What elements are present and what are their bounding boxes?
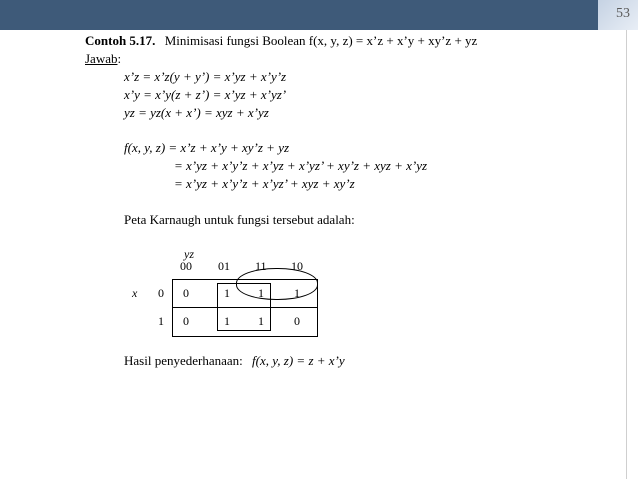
kmap-row-header-0: 0 xyxy=(158,286,164,300)
kmap-row-variable: x xyxy=(132,286,138,300)
example-heading-line xyxy=(85,33,477,49)
result-expression: f(x, y, z) = z + x’y xyxy=(252,353,345,368)
kmap-cell: 1 xyxy=(258,314,264,328)
right-border-line xyxy=(626,30,627,479)
derivation-line-1: f(x, y, z) = x’z + x’y + xy’z + yz xyxy=(124,140,290,155)
answer-colon: : xyxy=(117,51,122,66)
example-heading: Contoh 5.17. xyxy=(85,33,156,48)
expansion-3: yz = yz(x + x’) = xyz + x’yz xyxy=(124,105,269,120)
kmap-cell: 1 xyxy=(294,286,300,300)
kmap-row-header-1: 1 xyxy=(158,314,164,328)
kmap-col-header-10: 10 xyxy=(291,259,303,273)
expansion-2: x’y = x’y(z + z’) = x’yz + x’yz’ xyxy=(124,87,287,102)
page-number: 53 xyxy=(616,6,630,21)
kmap-column-variable: yz xyxy=(184,247,194,261)
expansion-1: x’z = x’z(y + y’) = x’yz + x’y’z xyxy=(124,69,287,84)
kmap-col-header-00: 00 xyxy=(180,259,192,273)
kmap-intro: Peta Karnaugh untuk fungsi tersebut adalah: xyxy=(124,212,355,227)
answer-line xyxy=(85,51,121,67)
kmap-col-header-01: 01 xyxy=(218,259,230,273)
result-line xyxy=(124,353,345,369)
result-label: Hasil penyederhanaan: xyxy=(124,353,243,368)
header-band xyxy=(0,0,598,30)
derivation-line-3: = x’yz + x’y’z + x’yz’ + xyz + xy’z xyxy=(174,176,355,191)
example-title: Minimisasi fungsi Boolean f(x, y, z) = x’z + x’y + xy’z + yz xyxy=(164,33,478,48)
derivation-line-2: = x’yz + x’y’z + x’yz + x’yz’ + xy’z + xyz + x’yz xyxy=(174,158,428,173)
kmap-cell: 1 xyxy=(258,286,264,300)
answer-label: Jawab xyxy=(85,51,118,66)
kmap-cell: 0 xyxy=(183,286,189,300)
kmap-group-z xyxy=(217,283,271,331)
kmap-cell: 0 xyxy=(183,314,189,328)
kmap-cell: 1 xyxy=(224,286,230,300)
slide-header-bar xyxy=(0,0,638,30)
kmap-cell: 1 xyxy=(224,314,230,328)
kmap-cell: 0 xyxy=(294,314,300,328)
kmap-col-header-11: 11 xyxy=(255,259,267,273)
